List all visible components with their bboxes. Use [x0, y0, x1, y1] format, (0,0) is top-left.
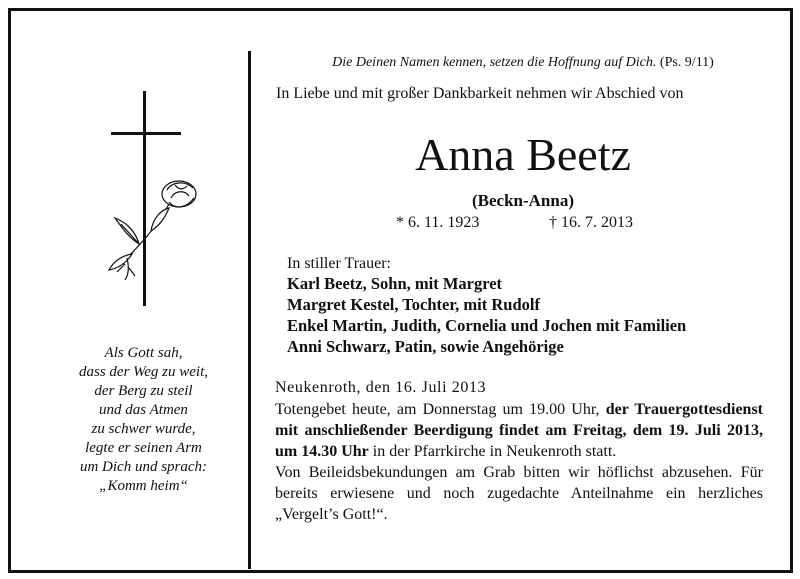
motto-reference: (Ps. 9/11): [659, 55, 714, 70]
poem-line: Als Gott sah,: [104, 345, 183, 361]
rose-icon: [109, 181, 196, 280]
mourning-heading: In stiller Trauer:: [287, 255, 391, 272]
birth-date: * 6. 11. 1923: [396, 214, 480, 231]
poem-line: legte er seinen Arm: [85, 440, 202, 456]
mourner-line: Anni Schwarz, Patin, sowie Angehörige: [287, 337, 564, 356]
service-intro: Totengebet heute, am Donnerstag um 19.00 Uhr,: [275, 401, 600, 418]
column-divider: [248, 51, 251, 569]
service-paragraph: [275, 399, 763, 462]
service-location: in der Pfarrkirche in Neukenroth statt.: [372, 443, 617, 460]
mourner-line: Margret Kestel, Tochter, mit Rudolf: [287, 295, 540, 314]
cross-with-rose-illustration: [99, 86, 209, 311]
mourner-line: Enkel Martin, Judith, Cornelia und Jochen mit Familien: [287, 316, 687, 335]
motto-text: Die Deinen Namen kennen, setzen die Hoffnung auf Dich.: [332, 55, 657, 70]
deceased-name: Anna Beetz: [415, 129, 631, 180]
place-and-date: Neukenroth, den 16. Juli 2013: [275, 379, 487, 396]
poem-line: dass der Weg zu weit,: [78, 364, 209, 380]
poem-line: zu schwer wurde,: [91, 421, 196, 437]
poem-line: und das Atmen: [99, 402, 188, 418]
service-funeral: der Trauergottesdienst mit anschließender Beerdigung findet am Freitag, dem 19. Juli 2013, um 14.30 Uhr: [275, 401, 764, 460]
mourners-block: [287, 254, 686, 357]
psalm-motto: [263, 55, 783, 71]
obituary-notice: [8, 8, 793, 573]
poem: [41, 344, 246, 496]
deceased-nickname: (Beckn-Anna): [471, 191, 574, 210]
poem-line: der Berg zu steil: [94, 383, 193, 399]
service-details: [275, 399, 763, 525]
poem-line: um Dich und sprach:: [79, 459, 208, 475]
intro-line: In Liebe und mit großer Dankbarkeit nehmen wir Abschied von: [276, 85, 684, 102]
mourner-line: Karl Beetz, Sohn, mit Margret: [287, 274, 503, 293]
death-date: † 16. 7. 2013: [549, 214, 633, 231]
poem-line: „Komm heim“: [99, 478, 188, 494]
condolence-paragraph: Von Beileidsbekundungen am Grab bitten wir höflichst abzusehen. Für bereits erwiesene und noch zugedachte Anteilnahme ein herzliches „Vergelt’s Gott!“.: [275, 464, 763, 523]
